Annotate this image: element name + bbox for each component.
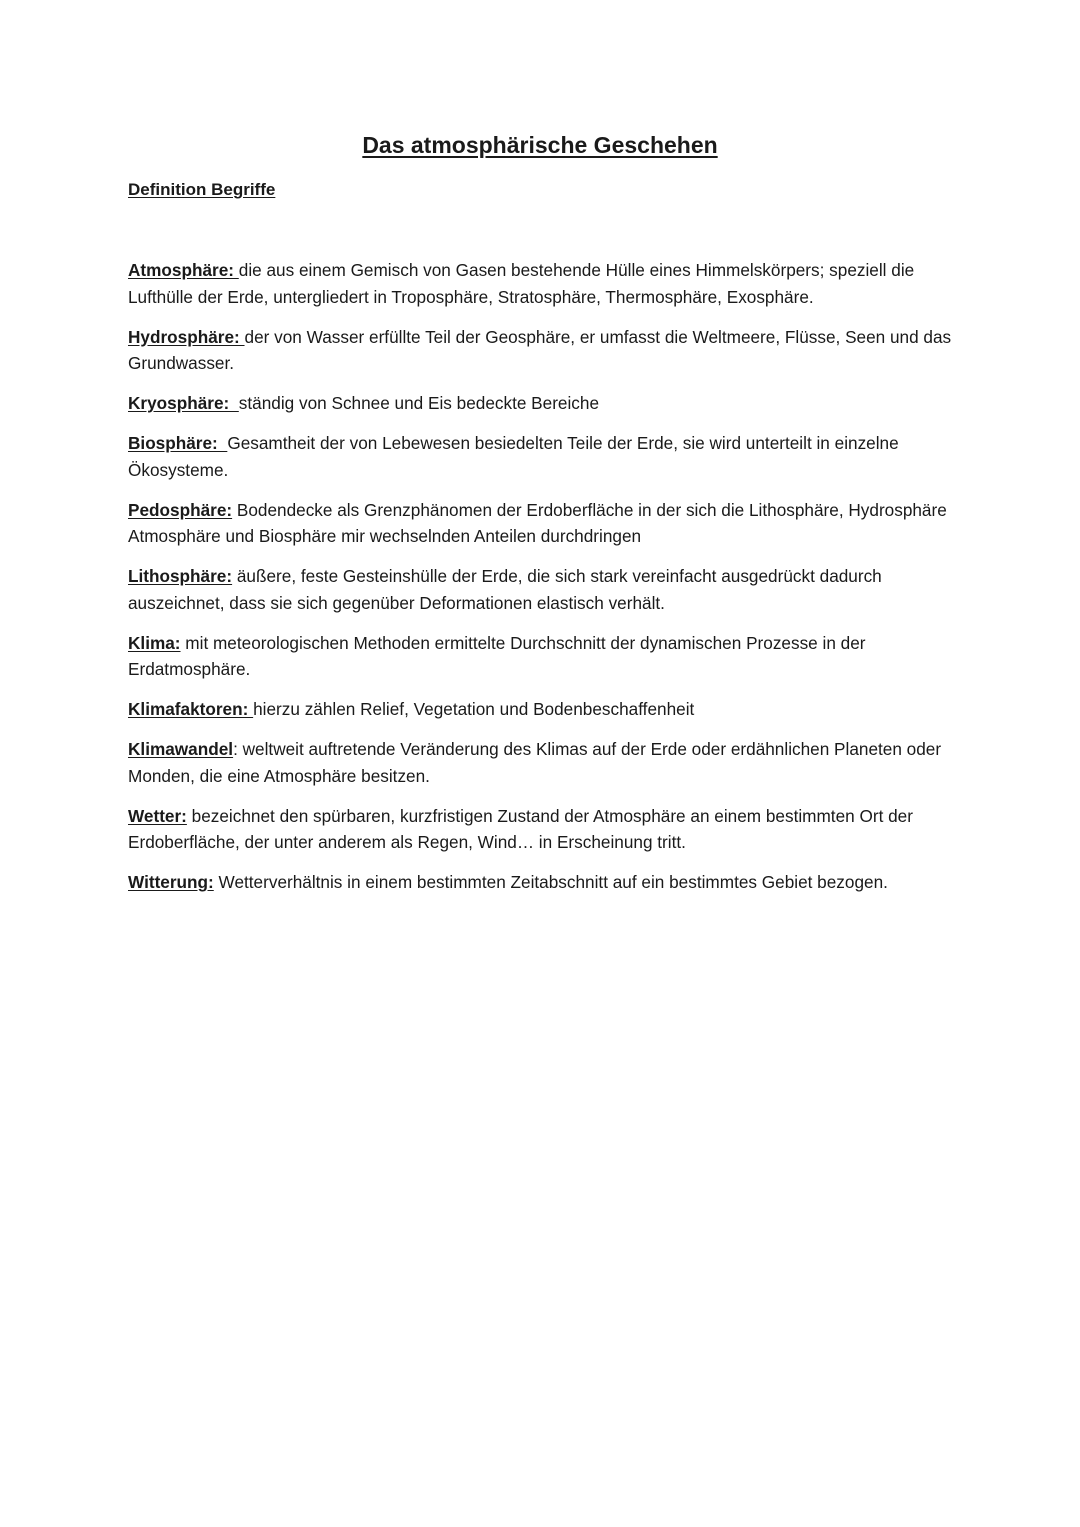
definition-text: : weltweit auftretende Veränderung des Klimas auf der Erde oder erdähnlichen Planeten oder Monden, die eine Atmosphäre besitzen. [128, 739, 946, 786]
definition-text: bezeichnet den spürbaren, kurzfristigen Zustand der Atmosphäre an einem bestimmten Ort der Erdoberfläche, der unter anderem als Regen, Wind… in Erscheinung tritt. [128, 805, 918, 852]
definition-witterung [128, 869, 958, 896]
definition-term: Pedosphäre: [128, 499, 233, 520]
definition-text: Wetterverhältnis in einem bestimmten Zeitabschnitt auf ein bestimmtes Gebiet bezogen. [213, 872, 888, 892]
definition-term: Atmosphäre: [128, 260, 239, 280]
definition-term: Klima: [128, 632, 181, 653]
definition-klima [128, 630, 958, 683]
definition-term: Lithosphäre: [128, 566, 233, 586]
definition-text: hierzu zählen Relief, Vegetation und Bodenbeschaffenheit [253, 699, 695, 719]
definition-term: Wetter: [128, 805, 187, 826]
definition-term: Klimawandel [128, 739, 234, 759]
definition-text: der von Wasser erfüllte Teil der Geosphäre, er umfasst die Weltmeere, Flüsse, Seen und das Grundwasser. [128, 326, 956, 373]
definition-text: mit meteorologischen Methoden ermittelte Durchschnitt der dynamischen Prozesse in der Erdatmosphäre. [128, 632, 871, 679]
definition-kryosphaere [128, 390, 958, 417]
definition-text: die aus einem Gemisch von Gasen bestehende Hülle eines Himmelskörpers; speziell die Lufthülle der Erde, untergliedert in Troposphäre, Stratosphäre, Thermosphäre, Exosphäre. [128, 260, 919, 307]
definition-term: Witterung: [128, 872, 214, 892]
definition-list [128, 257, 958, 909]
definition-text: Bodendecke als Grenzphänomen der Erdoberfläche in der sich die Lithosphäre, Hydrosphäre Atmosphäre und Biosphäre mir wechselnden Anteilen durchdringen [128, 499, 951, 546]
definition-text: äußere, feste Gesteinshülle der Erde, die sich stark vereinfacht ausgedrückt dadurch auszeichnet, dass sie sich gegenüber Deformationen elastisch verhält. [128, 566, 887, 613]
definition-klimawandel [128, 736, 958, 789]
definition-wetter [128, 803, 958, 856]
definition-term: Biosphäre: [128, 433, 228, 453]
definition-hydrosphaere [128, 324, 958, 377]
definition-term: Klimafaktoren: [128, 699, 254, 719]
definition-klimafaktoren [128, 696, 958, 723]
definition-term: Kryosphäre: [128, 393, 239, 413]
definition-lithosphaere [128, 563, 958, 616]
document-title: Das atmosphärische Geschehen [362, 132, 718, 158]
definition-pedosphaere [128, 497, 958, 550]
definition-text: Gesamtheit der von Lebewesen besiedelten Teile der Erde, sie wird unterteilt in einzelne Ökosysteme. [128, 433, 904, 480]
definition-atmosphaere [128, 257, 958, 310]
definition-term: Hydrosphäre: [128, 326, 245, 347]
definition-text: ständig von Schnee und Eis bedeckte Bereiche [238, 393, 600, 413]
section-heading: Definition Begriffe [128, 180, 276, 199]
definition-biosphaere [128, 430, 958, 483]
